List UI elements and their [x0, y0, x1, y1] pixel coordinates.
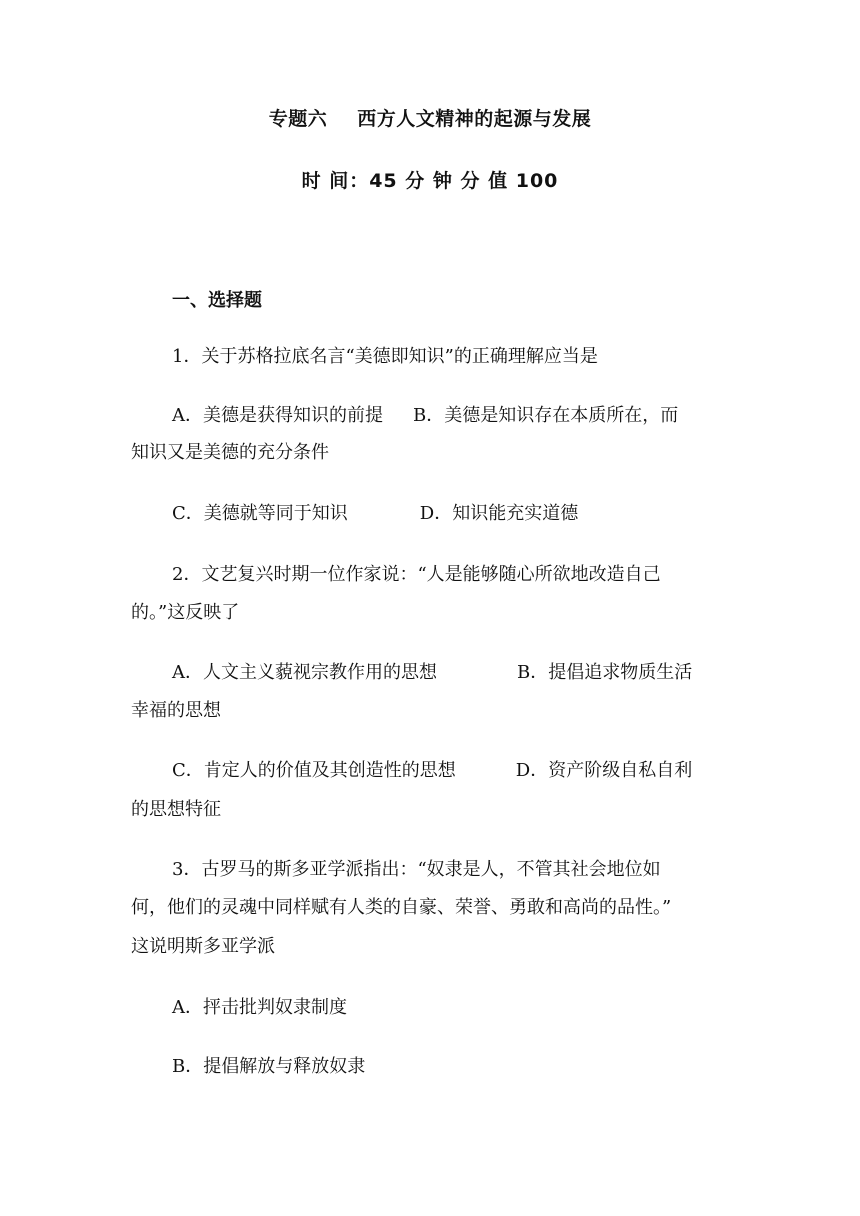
question-2-stem: 2．文艺复兴时期一位作家说：“人是能够随心所欲地改造自己	[172, 564, 661, 585]
question-1-option-d: D．知识能充实道德	[419, 503, 579, 524]
question-2-option-d-continued: 的思想特征	[131, 799, 221, 820]
question-1-options-ab	[131, 401, 792, 431]
question-1-option-b-continued: 知识又是美德的充分条件	[131, 442, 329, 463]
question-2-option-b: B．提倡追求物质生活	[517, 662, 693, 683]
question-2-stem-continued: 的。”这反映了	[131, 602, 240, 623]
question-1-options-cd	[131, 499, 792, 529]
question-2-option-d: D．资产阶级自私自利	[515, 760, 693, 781]
question-1-stem: 1．关于苏格拉底名言“美德即知识”的正确理解应当是	[172, 346, 598, 367]
exam-time-score: 时 间：45 分 钟 分 值 100	[301, 170, 559, 192]
question-2-option-a: A．人文主义藐视宗教作用的思想	[172, 662, 437, 683]
question-1-option-c: C．美德就等同于知识	[172, 503, 348, 524]
question-3-stem-continued-2: 这说明斯多亚学派	[131, 936, 275, 957]
section-heading: 一、选择题	[172, 290, 262, 311]
question-3-stem-continued: 何，他们的灵魂中同样赋有人类的自豪、荣誉、勇敢和高尚的品性。”	[131, 897, 672, 918]
question-3-option-a: A．抨击批判奴隶制度	[172, 997, 347, 1018]
question-1-option-b: B．美德是知识存在本质所在，而	[413, 405, 679, 426]
question-3-stem: 3．古罗马的斯多亚学派指出：“奴隶是人，不管其社会地位如	[172, 859, 661, 880]
question-2-options-ab	[131, 658, 792, 688]
title-topic-name: 西方人文精神的起源与发展	[357, 108, 592, 130]
page-title	[0, 104, 860, 131]
title-topic-number: 专题六	[268, 108, 328, 130]
question-2-option-b-continued: 幸福的思想	[131, 700, 221, 721]
question-2-options-cd	[131, 756, 792, 786]
question-3-option-b: B．提倡解放与释放奴隶	[172, 1056, 366, 1077]
question-1-option-a: A．美德是获得知识的前提	[172, 405, 383, 426]
question-2-option-c: C．肯定人的价值及其创造性的思想	[172, 760, 456, 781]
